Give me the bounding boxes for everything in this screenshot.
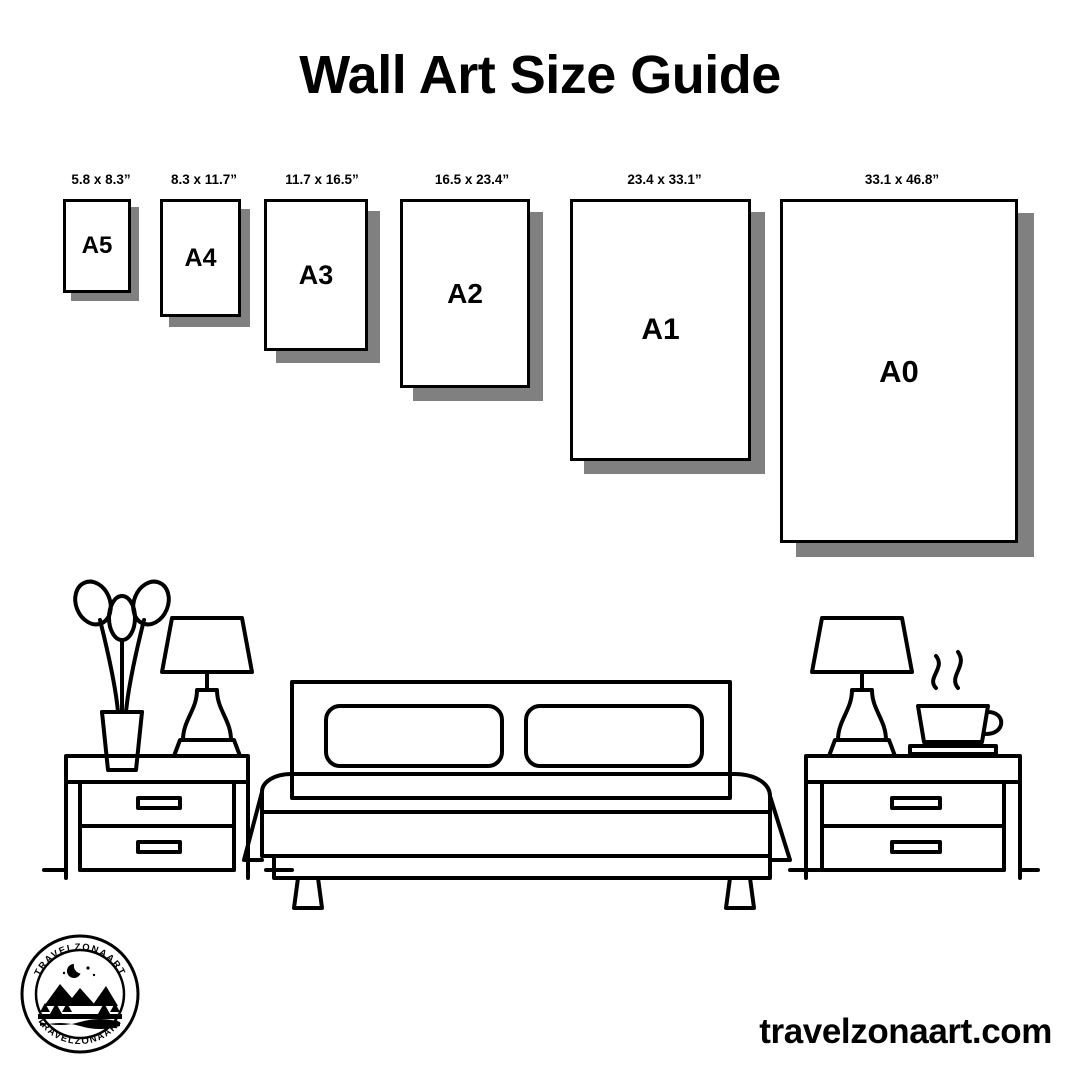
frame-label-a0: A0 [879,353,919,389]
frame-dimension-a2: 16.5 x 23.4” [434,172,510,187]
frame-dimension-a4: 8.3 x 11.7” [170,172,238,187]
bedroom-illustration [30,560,1050,920]
left-lamp-icon [162,618,252,756]
frame-box-a5[interactable] [63,199,131,293]
frame-label-a2: A2 [447,277,483,309]
frame-dimension-a0: 33.1 x 46.8” [864,172,940,187]
frame-label-a5: A5 [81,232,113,259]
frame-box-a3[interactable] [264,199,368,351]
frame-group-a2 [392,172,552,432]
frame-box-a0[interactable] [780,199,1018,543]
frame-group-a3 [258,172,386,382]
frame-dimension-a1: 23.4 x 33.1” [627,172,702,187]
frame-box-a4[interactable] [160,199,241,317]
left-nightstand-icon [66,756,248,878]
frame-group-a5 [58,172,144,302]
website-url[interactable]: travelzonaart.com [759,1012,1052,1051]
right-lamp-icon [812,618,912,756]
logo-text-bottom: TRAVELZONAART [34,1015,126,1048]
coffee-cup-icon [910,652,1001,754]
frame-dimension-a3: 11.7 x 16.5” [285,172,359,187]
frame-label-a4: A4 [184,243,217,272]
right-nightstand-icon [806,756,1020,878]
frame-box-a1[interactable] [570,199,751,461]
travelzonaart-badge[interactable] [14,928,146,1060]
bed-icon [244,682,790,908]
frame-label-a3: A3 [298,259,334,290]
frame-label-a1: A1 [641,313,680,346]
frame-dimension-a5: 5.8 x 8.3” [71,172,131,187]
frame-group-a1 [562,172,767,502]
logo-text-top: TRAVELZONAART [32,941,128,978]
plant-vase-icon [69,576,175,770]
frame-group-a4 [152,172,256,332]
frame-box-a2[interactable] [400,199,530,388]
frame-group-a0 [772,172,1032,592]
page-title: Wall Art Size Guide [299,45,781,105]
